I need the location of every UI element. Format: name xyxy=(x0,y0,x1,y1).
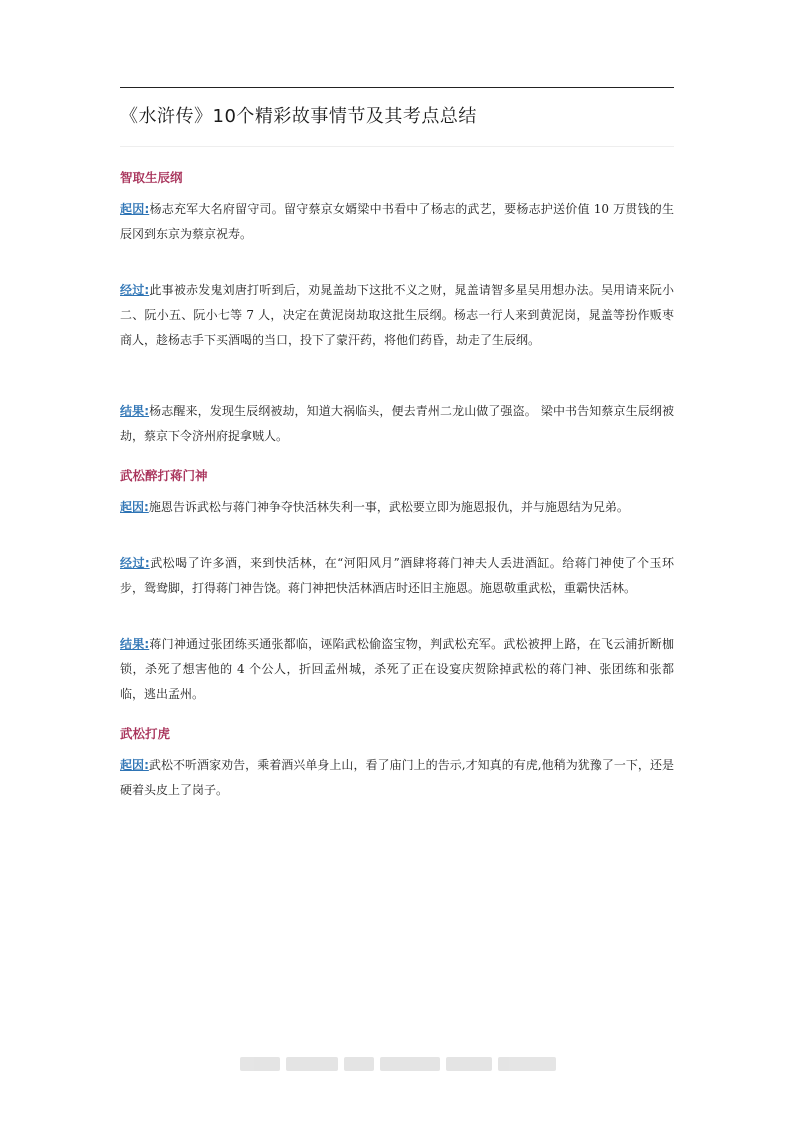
section-heading: 武松打虎 xyxy=(120,726,171,741)
top-rule xyxy=(120,87,674,88)
document-body xyxy=(120,167,674,803)
process-text: 武松喝了许多酒，来到快活林，在“河阳风月”酒肆将蒋门神夫人丢进酒缸。给蒋门神使了个玉环步，鸳鸯脚，打得蒋门神告饶。蒋门神把快活林酒店时还旧主施恩。施恩敬重武松，重霸快活林。 xyxy=(120,556,674,595)
cause-paragraph xyxy=(120,495,674,520)
cause-label: 起因: xyxy=(120,202,150,216)
result-text: 蒋门神通过张团练买通张都临，诬陷武松偷盗宝物，判武松充军。武松被押上路，在飞云浦折断枷锁，杀死了想害他的 4 个公人，折回孟州城，杀死了正在设宴庆贺除掉武松的蒋门神、张团练和张都临，逃出孟州。 xyxy=(120,637,674,701)
result-paragraph xyxy=(120,399,674,449)
cause-paragraph xyxy=(120,197,674,247)
result-label: 结果: xyxy=(120,637,150,651)
cause-text: 杨志充军大名府留守司。留守蔡京女婿梁中书看中了杨志的武艺，要杨志护送价值 10 万贯钱的生辰冈到东京为蔡京祝寿。 xyxy=(120,202,674,241)
cause-text: 武松不听酒家劝告，乘着酒兴单身上山，看了庙门上的告示,才知真的有虎,他稍为犹豫了一下，还是硬着头皮上了岗子。 xyxy=(120,758,674,797)
cause-paragraph xyxy=(120,753,674,803)
process-label: 经过: xyxy=(120,556,150,570)
result-text: 杨志醒来，发现生辰纲被劫，知道大祸临头，便去青州二龙山做了强盗。 梁中书告知蔡京生辰纲被劫，蔡京下令济州府捉拿贼人。 xyxy=(120,404,674,443)
result-paragraph xyxy=(120,632,674,707)
cause-label: 起因: xyxy=(120,758,149,772)
title-divider xyxy=(120,146,674,147)
process-label: 经过: xyxy=(120,283,150,297)
section-heading: 智取生辰纲 xyxy=(120,170,183,185)
process-text: 此事被赤发鬼刘唐打听到后，劝晁盖劫下这批不义之财，晁盖请智多星吴用想办法。吴用请来阮小二、阮小五、阮小七等 7 人，决定在黄泥岗劫取这批生辰纲。杨志一行人来到黄泥岗，晁盖等扮作贩枣商人，趁杨志手下买酒喝的当口，投下了蒙汗药，将他们药昏，劫走了生辰纲。 xyxy=(120,283,674,347)
process-paragraph xyxy=(120,278,674,353)
cause-label: 起因: xyxy=(120,500,149,514)
process-paragraph xyxy=(120,551,674,601)
blurred-footer-watermark xyxy=(240,1057,556,1071)
section-heading: 武松醉打蒋门神 xyxy=(120,468,208,483)
result-label: 结果: xyxy=(120,404,150,418)
document-title: 《水浒传》10个精彩故事情节及其考点总结 xyxy=(120,106,477,127)
cause-text: 施恩告诉武松与蒋门神争夺快活林失利一事，武松要立即为施恩报仇，并与施恩结为兄弟。 xyxy=(148,500,629,514)
